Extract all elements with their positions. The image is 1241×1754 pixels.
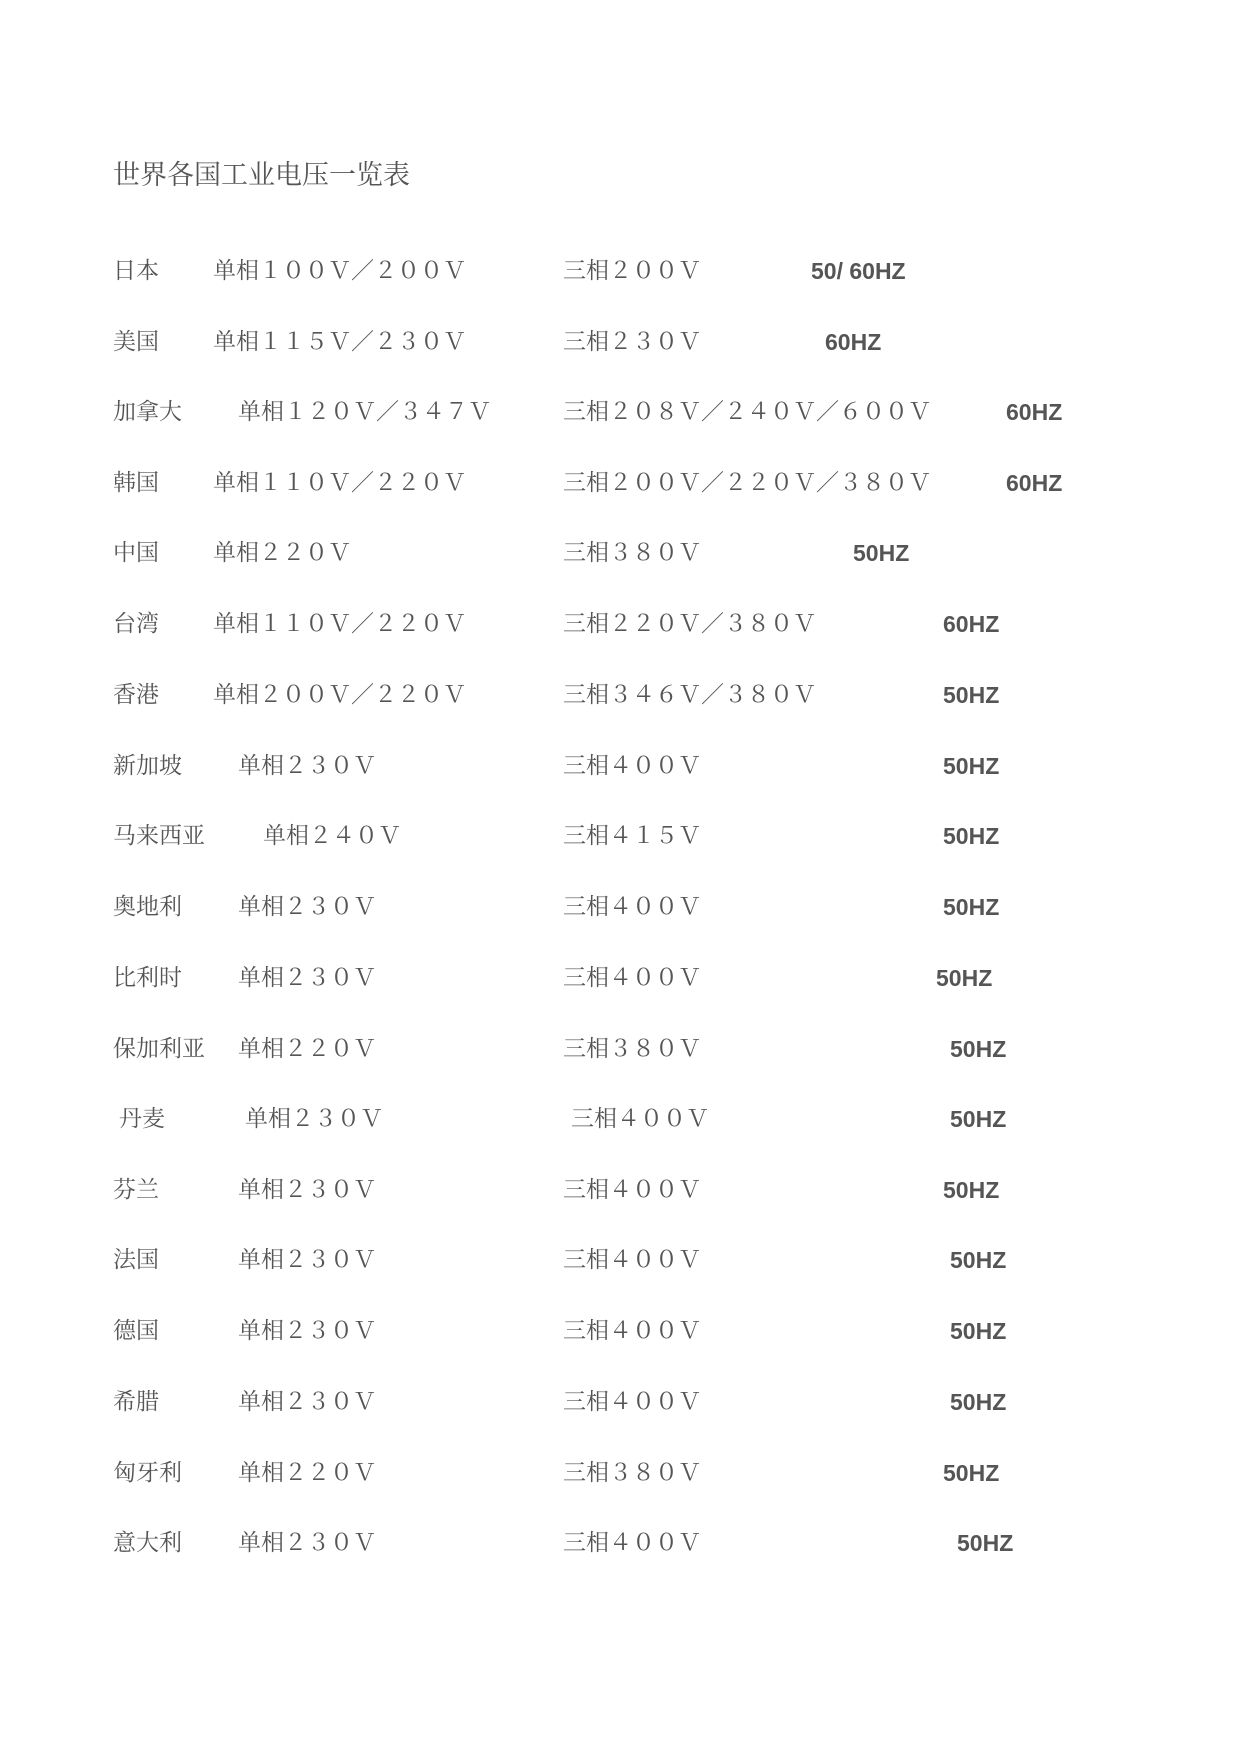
table-row — [0, 680, 1241, 720]
country-name: 新加坡 — [113, 753, 182, 779]
frequency: 60HZ — [1006, 399, 1063, 425]
table-row — [0, 1387, 1241, 1427]
country-name: 芬兰 — [113, 1177, 159, 1203]
three-phase-voltage: 三相２２０Ｖ／３８０Ｖ — [563, 611, 816, 637]
three-phase-voltage: 三相４００Ｖ — [563, 1530, 701, 1556]
table-row — [0, 1245, 1241, 1285]
single-phase-voltage: 单相２３０Ｖ — [238, 894, 376, 920]
table-row — [0, 609, 1241, 649]
table-row — [0, 1528, 1241, 1568]
single-phase-voltage: 单相２３０Ｖ — [238, 1177, 376, 1203]
three-phase-voltage: 三相４００Ｖ — [563, 753, 701, 779]
country-name: 意大利 — [113, 1530, 182, 1556]
frequency: 50HZ — [943, 823, 1000, 849]
table-row — [0, 1316, 1241, 1356]
frequency: 60HZ — [943, 611, 1000, 637]
country-name: 马来西亚 — [113, 823, 205, 849]
table-row — [0, 1034, 1241, 1074]
single-phase-voltage: 单相２３０Ｖ — [238, 1389, 376, 1415]
frequency: 50HZ — [943, 894, 1000, 920]
frequency: 50/ 60HZ — [811, 258, 906, 284]
frequency: 50HZ — [957, 1530, 1014, 1556]
frequency: 50HZ — [950, 1036, 1007, 1062]
three-phase-voltage: 三相３４６Ｖ／３８０Ｖ — [563, 682, 816, 708]
single-phase-voltage: 单相２３０Ｖ — [238, 1247, 376, 1273]
single-phase-voltage: 单相２２０Ｖ — [238, 1460, 376, 1486]
frequency: 50HZ — [943, 1177, 1000, 1203]
country-name: 韩国 — [113, 470, 159, 496]
table-row — [0, 1458, 1241, 1498]
country-name: 丹麦 — [119, 1106, 165, 1132]
frequency: 60HZ — [1006, 470, 1063, 496]
frequency: 50HZ — [950, 1318, 1007, 1344]
single-phase-voltage: 单相１１０Ｖ／２２０Ｖ — [213, 470, 466, 496]
frequency: 50HZ — [950, 1106, 1007, 1132]
frequency: 50HZ — [943, 682, 1000, 708]
frequency: 50HZ — [943, 1460, 1000, 1486]
country-name: 加拿大 — [113, 399, 182, 425]
table-row — [0, 327, 1241, 367]
single-phase-voltage: 单相２３０Ｖ — [238, 965, 376, 991]
single-phase-voltage: 单相２２０Ｖ — [213, 540, 351, 566]
frequency: 50HZ — [950, 1389, 1007, 1415]
frequency: 50HZ — [853, 540, 910, 566]
three-phase-voltage: 三相４１５Ｖ — [563, 823, 701, 849]
three-phase-voltage: 三相４００Ｖ — [563, 1247, 701, 1273]
table-row — [0, 751, 1241, 791]
three-phase-voltage: 三相４００Ｖ — [563, 894, 701, 920]
country-name: 比利时 — [113, 965, 182, 991]
single-phase-voltage: 单相２３０Ｖ — [238, 1530, 376, 1556]
country-name: 保加利亚 — [113, 1036, 205, 1062]
single-phase-voltage: 单相１１５Ｖ／２３０Ｖ — [213, 329, 466, 355]
single-phase-voltage: 单相１００Ｖ／２００Ｖ — [213, 258, 466, 284]
table-row — [0, 538, 1241, 578]
country-name: 匈牙利 — [113, 1460, 182, 1486]
country-name: 奥地利 — [113, 894, 182, 920]
country-name: 美国 — [113, 329, 159, 355]
three-phase-voltage: 三相３８０Ｖ — [563, 1036, 701, 1062]
country-name: 希腊 — [113, 1389, 159, 1415]
frequency: 50HZ — [943, 753, 1000, 779]
three-phase-voltage: 三相３８０Ｖ — [563, 540, 701, 566]
country-name: 台湾 — [113, 611, 159, 637]
country-name: 香港 — [113, 682, 159, 708]
frequency: 50HZ — [950, 1247, 1007, 1273]
table-row — [0, 1175, 1241, 1215]
three-phase-voltage: 三相２００Ｖ — [563, 258, 701, 284]
single-phase-voltage: 单相２３０Ｖ — [245, 1106, 383, 1132]
table-row — [0, 821, 1241, 861]
three-phase-voltage: 三相２３０Ｖ — [563, 329, 701, 355]
three-phase-voltage: 三相４００Ｖ — [563, 1318, 701, 1344]
country-name: 日本 — [113, 258, 159, 284]
country-name: 德国 — [113, 1318, 159, 1344]
single-phase-voltage: 单相２００Ｖ／２２０Ｖ — [213, 682, 466, 708]
table-row — [0, 256, 1241, 296]
single-phase-voltage: 单相２３０Ｖ — [238, 753, 376, 779]
table-row — [0, 397, 1241, 437]
table-row — [0, 1104, 1241, 1144]
single-phase-voltage: 单相１２０Ｖ／３４７Ｖ — [238, 399, 491, 425]
three-phase-voltage: 三相２０８Ｖ／２４０Ｖ／６００Ｖ — [563, 399, 931, 425]
page-title: 世界各国工业电压一览表 — [113, 160, 410, 191]
single-phase-voltage: 单相２３０Ｖ — [238, 1318, 376, 1344]
single-phase-voltage: 单相２４０Ｖ — [263, 823, 401, 849]
three-phase-voltage: 三相３８０Ｖ — [563, 1460, 701, 1486]
three-phase-voltage: 三相４００Ｖ — [563, 1177, 701, 1203]
single-phase-voltage: 单相１１０Ｖ／２２０Ｖ — [213, 611, 466, 637]
table-row — [0, 892, 1241, 932]
frequency: 50HZ — [936, 965, 993, 991]
table-row — [0, 468, 1241, 508]
single-phase-voltage: 单相２２０Ｖ — [238, 1036, 376, 1062]
three-phase-voltage: 三相２００Ｖ／２２０Ｖ／３８０Ｖ — [563, 470, 931, 496]
three-phase-voltage: 三相４００Ｖ — [571, 1106, 709, 1132]
three-phase-voltage: 三相４００Ｖ — [563, 965, 701, 991]
country-name: 中国 — [113, 540, 159, 566]
frequency: 60HZ — [825, 329, 882, 355]
table-row — [0, 963, 1241, 1003]
three-phase-voltage: 三相４００Ｖ — [563, 1389, 701, 1415]
country-name: 法国 — [113, 1247, 159, 1273]
